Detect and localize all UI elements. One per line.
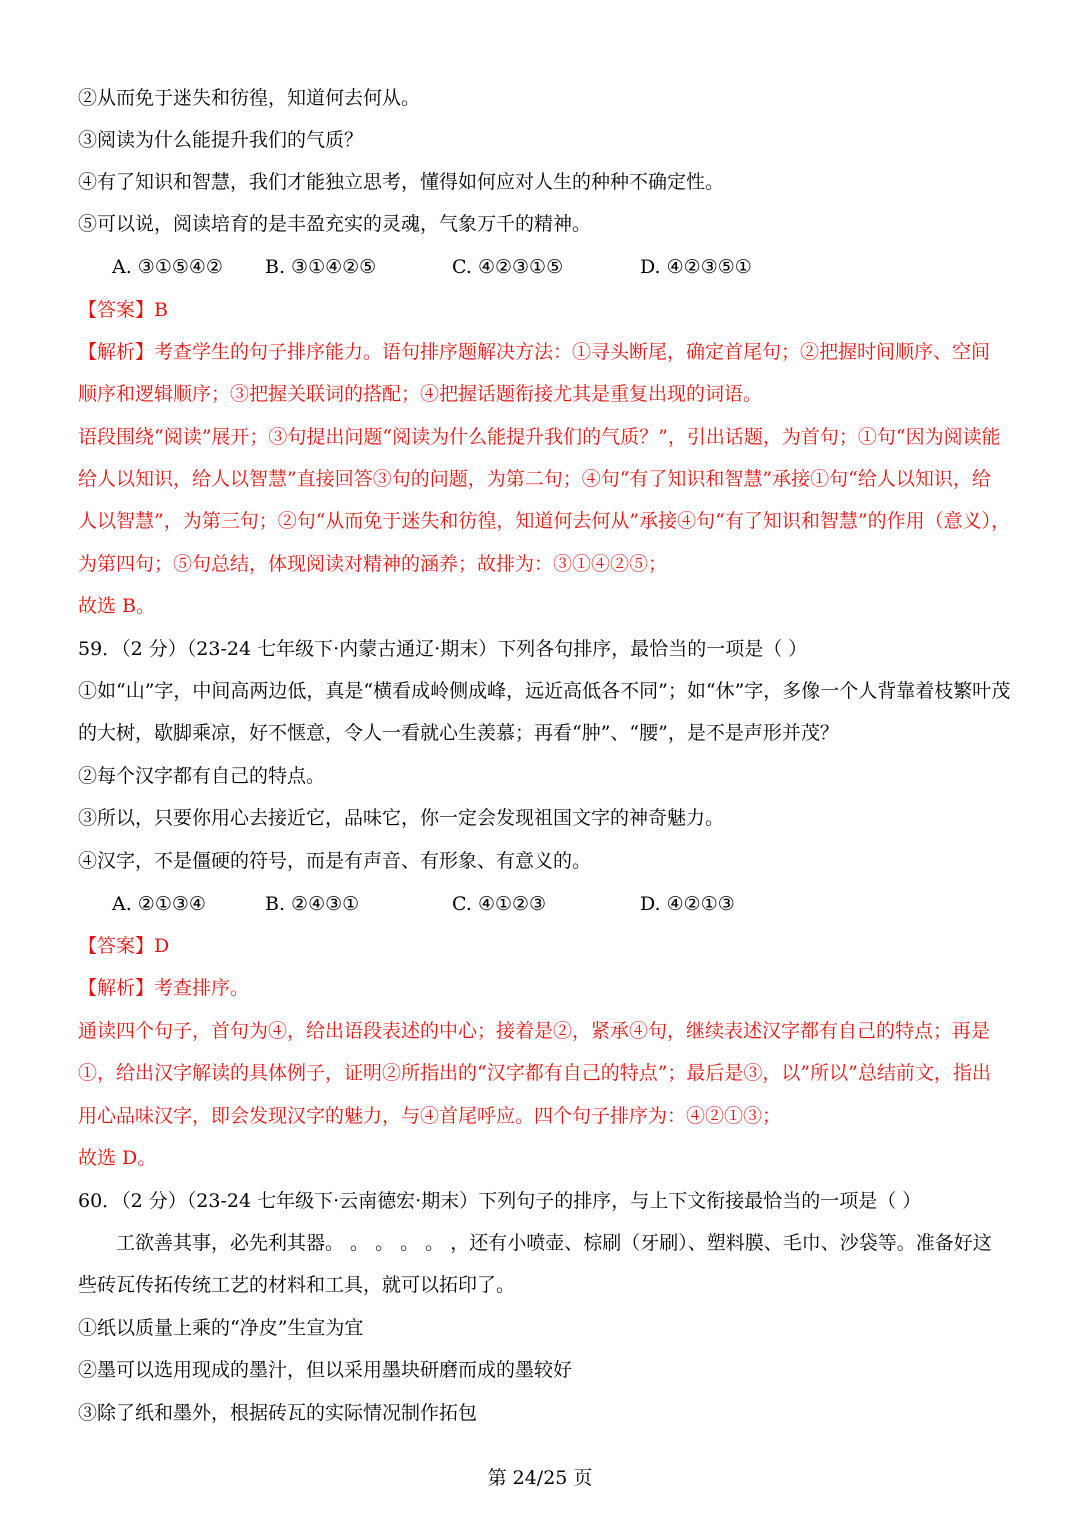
q59-sentence: 的大树，歇脚乘凉，好不惬意，令人一看就心生羡慕；再看“肿”、“腰”，是不是声形并茂？ [78, 722, 839, 744]
q60-stem: 60．（2 分）（23-24 七年级下·云南德宏·期末）下列句子的排序，与上下文衔接最恰当的一项是（ ） [78, 1190, 922, 1212]
q59-analysis-line: ①，给出汉字解读的具体例子，证明②所指出的“汉字都有自己的特点”；最后是③，以”所以”总结前文，指出 [78, 1062, 991, 1084]
q58-conclusion: 故选 B。 [78, 595, 156, 617]
q58-analysis-line: 给人以知识，给人以智慧”直接回答③句的问题，为第二句；④句“有了知识和智慧”承接①句“给人以知识，给 [78, 468, 991, 490]
q59-sentence: ①如“山”字，中间高两边低，真是“横看成岭侧成峰，远近高低各不同”；如“休”字，多像一个人背靠着枝繁叶茂 [78, 680, 1010, 702]
q58-analysis-line: 语段围绕“阅读”展开；③句提出问题“阅读为什么能提升我们的气质？”，引出话题，为首句；①句“因为阅读能 [78, 426, 1001, 448]
q59-sentence: ②每个汉字都有自己的特点。 [78, 765, 326, 787]
q60-sentence: ①纸以质量上乘的“净皮”生宣为宜 [78, 1317, 364, 1339]
q59-analysis-line: 用心品味汉字，即会发现汉字的魅力，与④首尾呼应。四个句子排序为：④②①③； [78, 1105, 782, 1127]
q60-sentence: ②墨可以选用现成的墨汁，但以采用墨块研磨而成的墨较好 [78, 1359, 573, 1381]
sentence-4: ④有了知识和智慧，我们才能独立思考，懂得如何应对人生的种种不确定性。 [78, 171, 725, 193]
q59-stem: 59．（2 分）（23-24 七年级下·内蒙古通辽·期末）下列各句排序，最恰当的一项是（ ） [78, 638, 808, 660]
page-number: 第 24/25 页 [487, 1467, 593, 1489]
q59-sentence: ③所以，只要你用心去接近它，品味它，你一定会发现祖国文字的神奇魅力。 [78, 807, 725, 829]
q58-option-a: A. ③①⑤④② [112, 256, 223, 278]
q58-option-c: C. ④②③①⑤ [452, 256, 564, 278]
q59-option-d: D. ④②①③ [640, 893, 735, 915]
q59-analysis-line: 通读四个句子，首句为④，给出语段表述的中心；接着是②，紧承④句，继续表述汉字都有自己的特点；再是 [78, 1020, 991, 1042]
q58-analysis-line: 为第四句；⑤句总结，体现阅读对精神的涵养；故排为：③①④②⑤； [78, 553, 668, 575]
q59-option-b: B. ②④③① [265, 893, 360, 915]
q58-answer: 【答案】B [78, 299, 168, 321]
q60-sentence: ③除了纸和墨外，根据砖瓦的实际情况制作拓包 [78, 1402, 478, 1424]
q60-passage: 些砖瓦传拓传统工艺的材料和工具，就可以拓印了。 [78, 1274, 516, 1296]
sentence-3: ③阅读为什么能提升我们的气质？ [78, 129, 364, 151]
sentence-5: ⑤可以说，阅读培育的是丰盈充实的灵魂，气象万千的精神。 [78, 213, 592, 235]
q58-option-d: D. ④②③⑤① [640, 256, 752, 278]
q59-sentence: ④汉字，不是僵硬的符号，而是有声音、有形象、有意义的。 [78, 850, 592, 872]
q59-conclusion: 故选 D。 [78, 1147, 157, 1169]
q58-analysis-line: 【解析】考查学生的句子排序能力。语句排序题解决方法：①寻头断尾，确定首尾句；②把握时间顺序、空间 [78, 341, 991, 363]
q60-passage: 工欲善其事，必先利其器。 。 。 。 。 ，还有小喷壶、棕刷（牙刷）、塑料膜、毛巾、沙袋等。准备好这 [116, 1232, 992, 1254]
q58-option-b: B. ③①④②⑤ [265, 256, 377, 278]
sentence-2: ②从而免于迷失和彷徨，知道何去何从。 [78, 87, 421, 109]
q59-option-a: A. ②①③④ [112, 893, 206, 915]
q59-analysis-line: 【解析】考查排序。 [78, 977, 250, 999]
q58-analysis-line: 顺序和逻辑顺序；③把握关联词的搭配；④把握话题衔接尤其是重复出现的词语。 [78, 383, 763, 405]
q59-answer: 【答案】D [78, 935, 170, 957]
q58-analysis-line: 人以智慧”，为第三句；②句“从而免于迷失和彷徨，知道何去何从”承接④句“有了知识和智慧”的作用（意义）， [78, 510, 1010, 532]
q59-option-c: C. ④①②③ [452, 893, 547, 915]
